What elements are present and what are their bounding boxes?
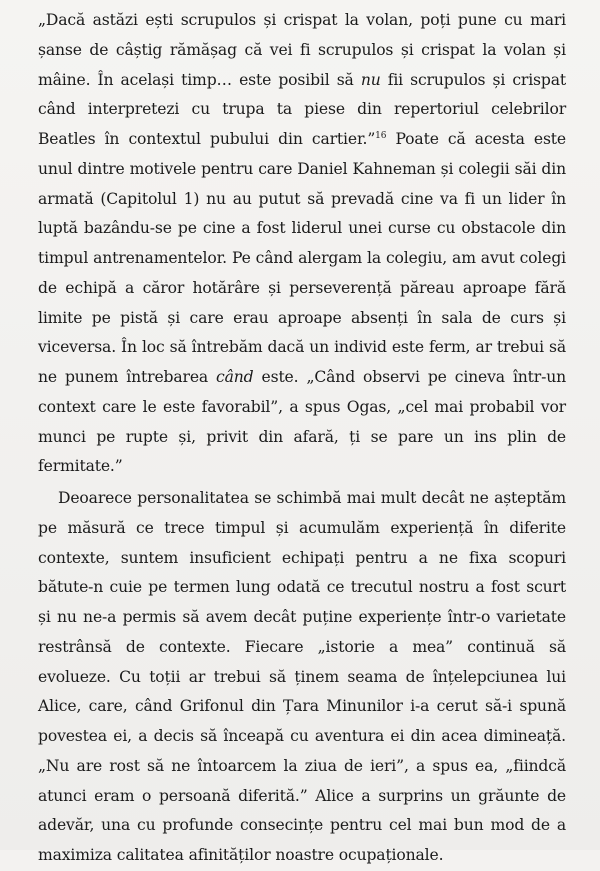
emphasis-cand: când [216,368,254,386]
text-segment: Poate că acesta este unul dintre motivele pentru care Daniel Kahneman și colegii săi din armată (Capitolul 1) nu au putut să prevadă cine va fi un lider în luptă bazându-se pe cine a fost liderul unei curse cu obstacole din timpul antrenamentelor. Pe când alergam la colegiu, am avut colegi de echipă a căror hotărâre și perseverență păreau aproape fără limite pe pistă și care erau aproape absenți în sala de curs și viceversa. În loc să întrebăm dacă un individ este ferm, ar trebui să ne punem întrebarea [38,130,566,386]
emphasis-nu: nu [360,70,381,89]
body-text [38,6,566,871]
footnote-marker: 16 [375,130,387,141]
text-segment: „Dacă astăzi ești scrupulos și crispat la volan, poți pune cu mari șanse de câștig rămășag că vei fi scrupulos și crispat la volan și mâine. În același timp… este posibil să [38,11,566,89]
paragraph-2 [38,484,566,871]
text-segment: fii scrupulos și crispat când interpretezi cu trupa ta piese din repertoriul celebrilor Beatles în contextul pubului din cartier.” [38,70,566,148]
paragraph-1 [38,6,566,482]
text-segment: Deoarece personalitatea se schimbă mai mult decât ne așteptăm pe măsură ce trece timpul și acumulăm experiență în diferite contexte, suntem insuficient echipați pentru a ne fixa scopuri bătute-n cuie pe termen lung odată ce trecutul nostru a fost scurt și nu ne-a permis să avem decât puține experiențe într-o varietate restrânsă de contexte. Fiecare „istorie a mea” continuă să evolueze. Cu toții ar trebui să ținem seama de înțelepciunea lui Alice, care, când Grifonul din Țara Minunilor i-a cerut să-i spună povestea ei, a decis să înceapă cu aventura ei din acea dimineață. „Nu are rost să ne întoarcem la ziua de ieri”, a spus ea, „fiindcă atunci eram o persoană diferită.” Alice a surprins un grăunte de adevăr, una cu profunde consecințe pentru cel mai bun mod de a maximiza calitatea afinităților noastre ocupaționale. [38,489,566,864]
text-segment: este. „Când observi pe cineva într-un context care le este favorabil”, a spus Ogas, „cel mai probabil vor munci pe rupte și, privit din afară, ți se pare un ins plin de fermitate.” [38,368,566,476]
